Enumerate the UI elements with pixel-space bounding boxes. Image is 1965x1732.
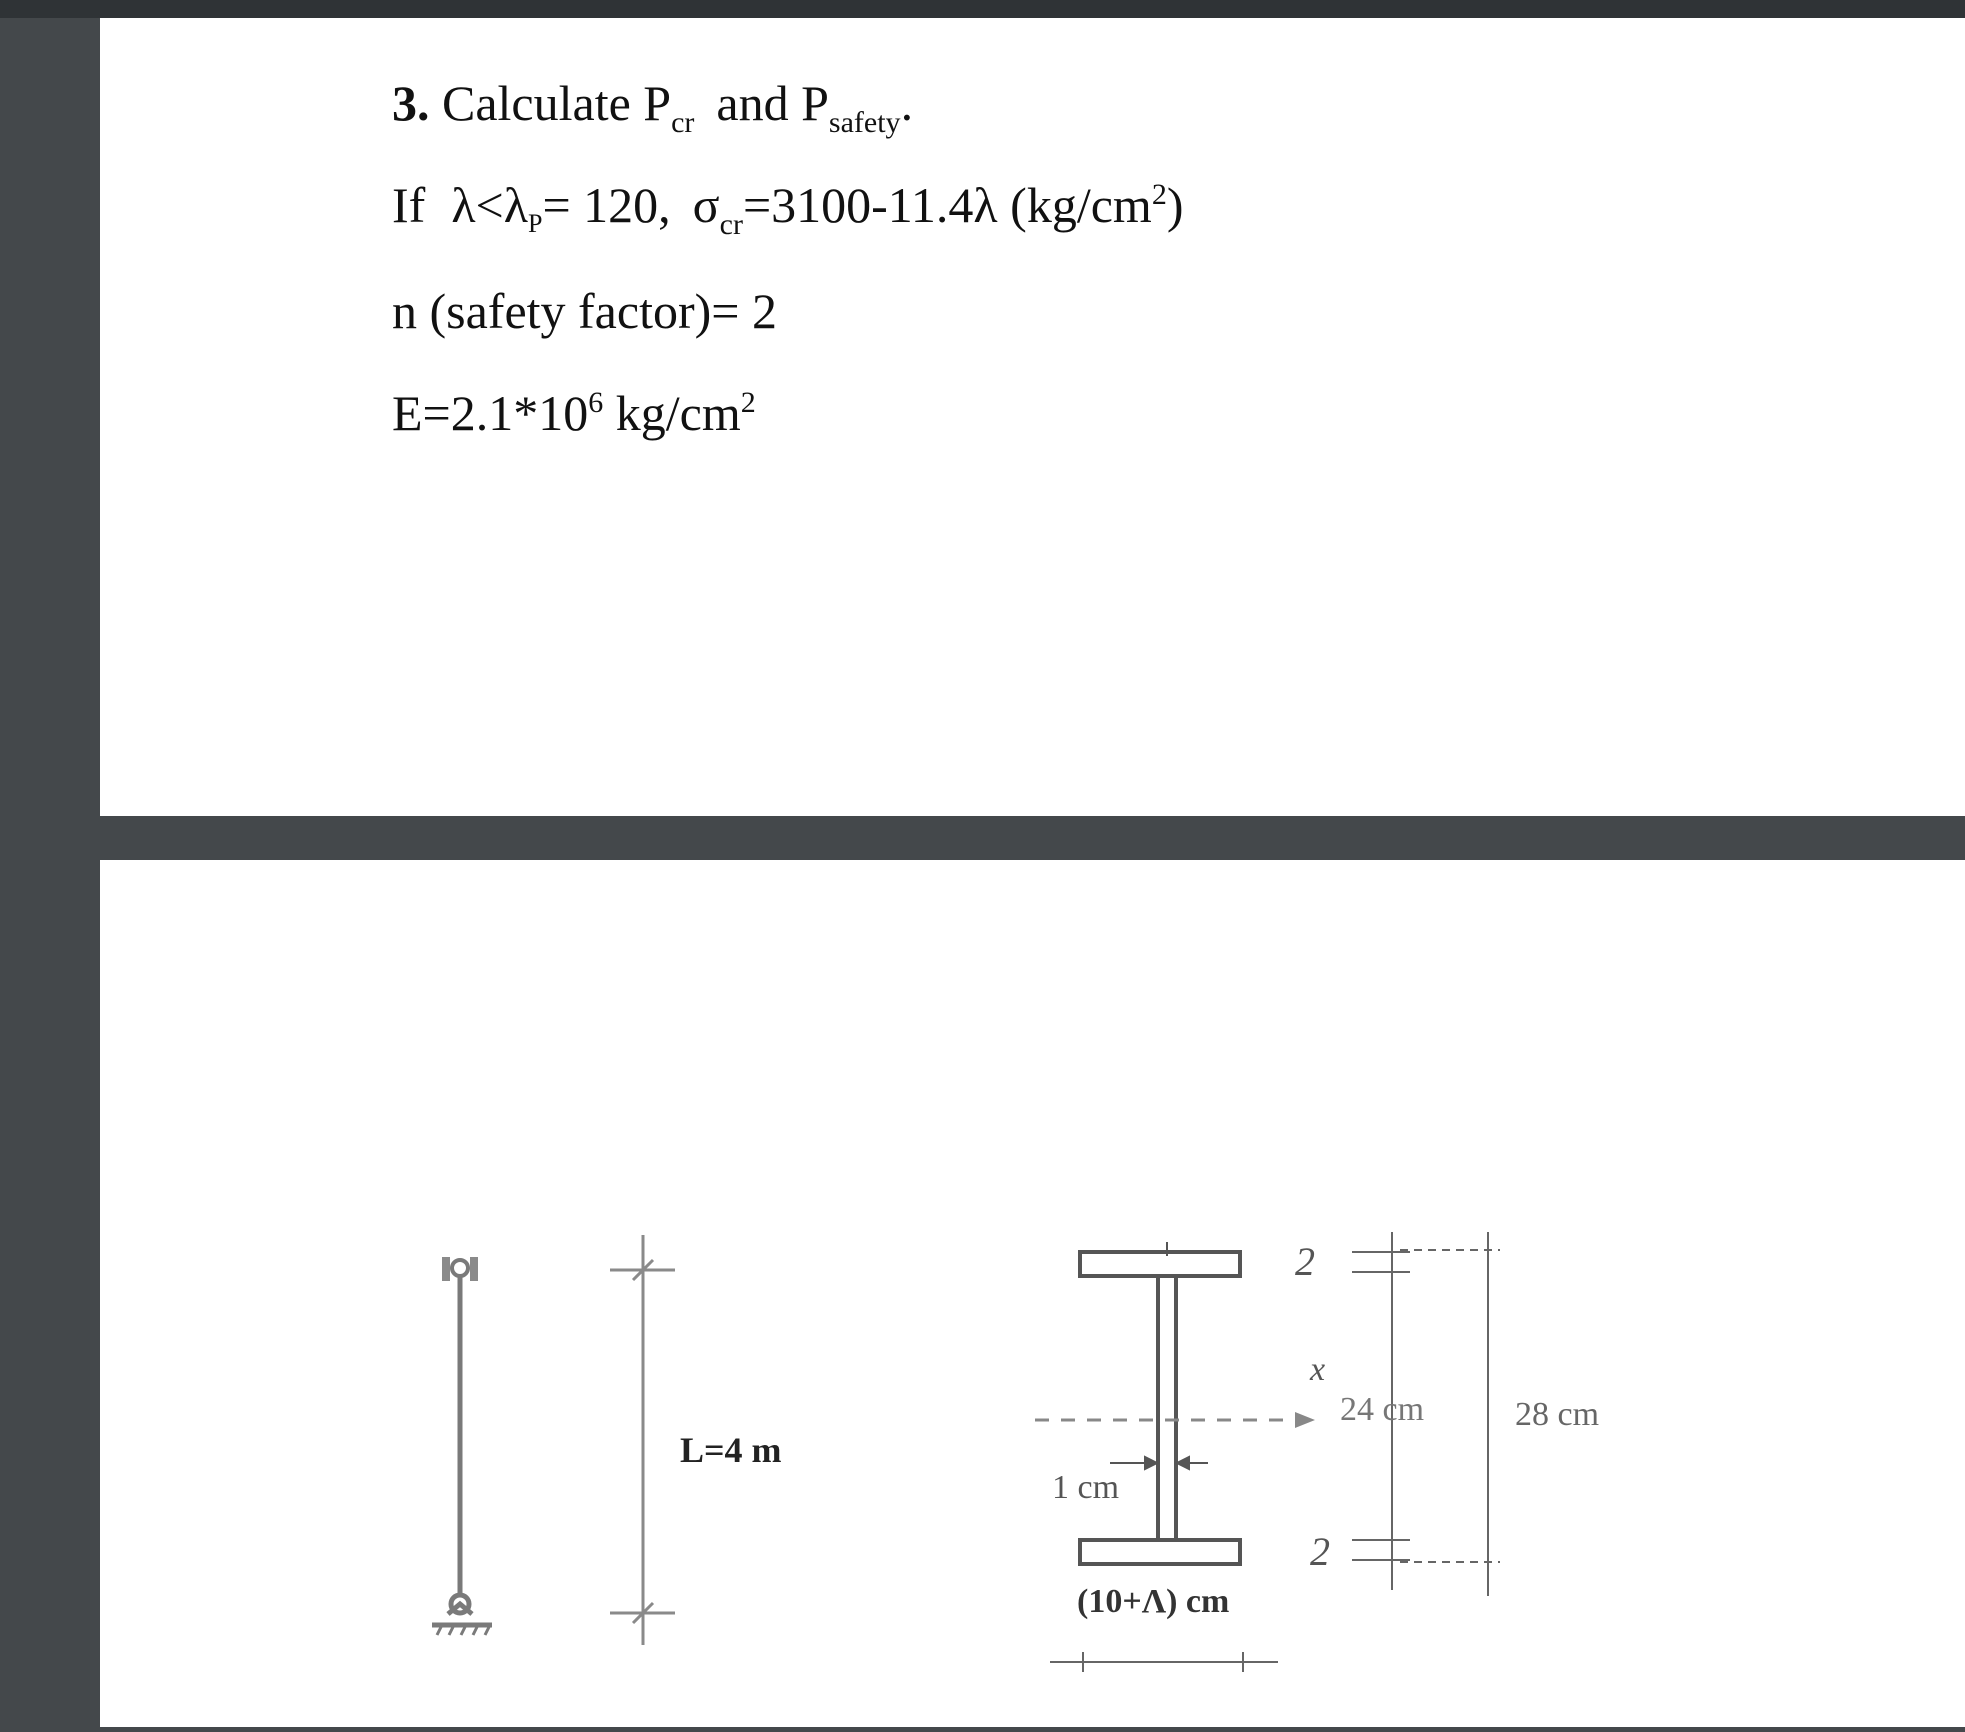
web-height-label: 24 cm	[1340, 1391, 1425, 1428]
length-label: L=4 m	[680, 1430, 782, 1470]
web-thickness-label: 1 cm	[1052, 1469, 1120, 1506]
condition-line: If $\lambda<\lambda_P= 120$, $\sigma_{cr}=3100-11.4\lambda$ $(kg/cm^2)$	[392, 177, 1184, 241]
document-page-1	[100, 18, 1965, 816]
i-section-drawing	[1080, 1242, 1240, 1564]
length-dimension	[610, 1235, 675, 1645]
total-height-label: 28 cm	[1515, 1396, 1600, 1433]
document-page-2	[100, 860, 1965, 1727]
column-drawing	[432, 1257, 492, 1635]
axis-label: x	[1310, 1351, 1326, 1388]
flange-thickness-top-label: 2	[1295, 1239, 1315, 1284]
flange-width-dimension	[1050, 1652, 1278, 1672]
flange-width-label: (10+Λ) cm	[1077, 1583, 1230, 1620]
flange-thickness-bottom-label: 2	[1310, 1529, 1330, 1574]
problem-number: 3.	[392, 75, 430, 131]
problem-statement-line: 3. Calculate $P_{cr}$ and $P_{safety}$.	[392, 75, 914, 139]
axis-arrow-icon	[1295, 1412, 1315, 1428]
viewer-top-bar	[0, 0, 1965, 18]
modulus-line: $E=2.1*10^6$ $kg/cm^2$	[392, 385, 756, 441]
column-figure	[100, 860, 1965, 1727]
safety-factor-line: n (safety factor)= 2	[392, 283, 777, 339]
